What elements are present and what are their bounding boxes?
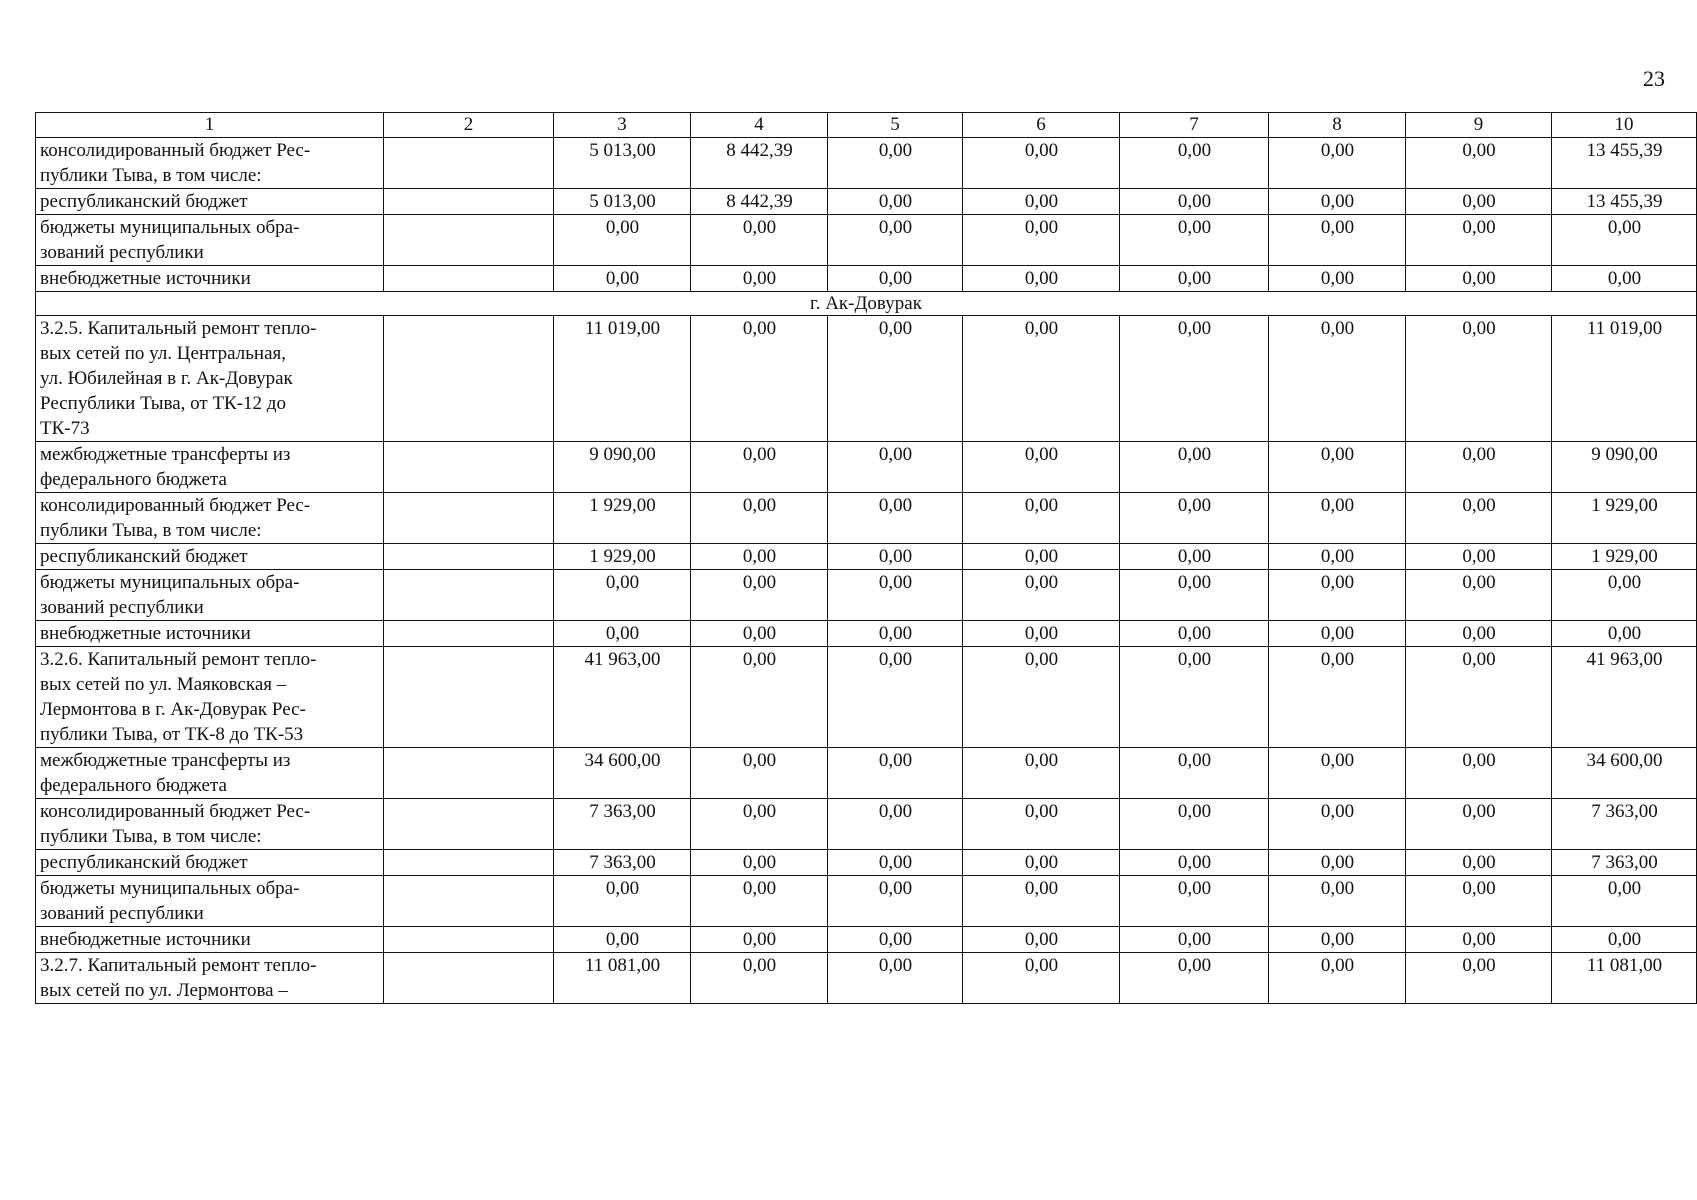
header-col-3: 3: [554, 113, 691, 138]
value-cell-col9: 0,00: [1406, 927, 1552, 953]
row-label: внебюджетные источники: [36, 266, 384, 292]
table-row: [36, 189, 1697, 215]
table-row: [36, 138, 1697, 189]
value-cell-col8: 0,00: [1269, 215, 1406, 266]
row-col2: [384, 189, 554, 215]
row-col2: [384, 799, 554, 850]
value-cell-col6: 0,00: [963, 215, 1120, 266]
row-col2: [384, 316, 554, 442]
value-cell-col10: 34 600,00: [1552, 748, 1697, 799]
value-cell-col4: 0,00: [691, 493, 828, 544]
value-cell-col5: 0,00: [828, 493, 963, 544]
value-cell-col6: 0,00: [963, 647, 1120, 748]
row-label: республиканский бюджет: [36, 189, 384, 215]
value-cell-col4: 0,00: [691, 876, 828, 927]
value-cell-col9: 0,00: [1406, 544, 1552, 570]
value-cell-col6: 0,00: [963, 876, 1120, 927]
row-label: республиканский бюджет: [36, 850, 384, 876]
table-row: [36, 266, 1697, 292]
value-cell-col3: 5 013,00: [554, 189, 691, 215]
value-cell-col6: 0,00: [963, 266, 1120, 292]
header-col-4: 4: [691, 113, 828, 138]
value-cell-col10: 7 363,00: [1552, 850, 1697, 876]
value-cell-col3: 41 963,00: [554, 647, 691, 748]
table-row: [36, 953, 1697, 1004]
value-cell-col3: 7 363,00: [554, 799, 691, 850]
table-row: [36, 850, 1697, 876]
value-cell-col8: 0,00: [1269, 953, 1406, 1004]
value-cell-col3: 0,00: [554, 215, 691, 266]
row-col2: [384, 544, 554, 570]
value-cell-col10: 13 455,39: [1552, 189, 1697, 215]
row-label: межбюджетные трансферты из федерального бюджета: [36, 442, 384, 493]
value-cell-col5: 0,00: [828, 927, 963, 953]
table-row: [36, 876, 1697, 927]
value-cell-col9: 0,00: [1406, 621, 1552, 647]
value-cell-col9: 0,00: [1406, 442, 1552, 493]
value-cell-col10: 0,00: [1552, 876, 1697, 927]
table-row: [36, 570, 1697, 621]
value-cell-col8: 0,00: [1269, 493, 1406, 544]
value-cell-col5: 0,00: [828, 876, 963, 927]
value-cell-col10: 11 019,00: [1552, 316, 1697, 442]
row-col2: [384, 266, 554, 292]
value-cell-col10: 13 455,39: [1552, 138, 1697, 189]
value-cell-col3: 0,00: [554, 927, 691, 953]
value-cell-col9: 0,00: [1406, 748, 1552, 799]
table-row: [36, 544, 1697, 570]
value-cell-col9: 0,00: [1406, 953, 1552, 1004]
value-cell-col3: 0,00: [554, 621, 691, 647]
value-cell-col4: 0,00: [691, 953, 828, 1004]
value-cell-col6: 0,00: [963, 927, 1120, 953]
value-cell-col7: 0,00: [1120, 927, 1269, 953]
value-cell-col4: 0,00: [691, 266, 828, 292]
page-number: 23: [1643, 66, 1665, 91]
value-cell-col6: 0,00: [963, 850, 1120, 876]
value-cell-col5: 0,00: [828, 442, 963, 493]
value-cell-col4: 0,00: [691, 748, 828, 799]
row-col2: [384, 570, 554, 621]
value-cell-col5: 0,00: [828, 621, 963, 647]
value-cell-col3: 34 600,00: [554, 748, 691, 799]
value-cell-col7: 0,00: [1120, 876, 1269, 927]
value-cell-col7: 0,00: [1120, 189, 1269, 215]
value-cell-col4: 8 442,39: [691, 138, 828, 189]
header-col-8: 8: [1269, 113, 1406, 138]
row-label: бюджеты муниципальных обра- зований республики: [36, 876, 384, 927]
value-cell-col4: 0,00: [691, 647, 828, 748]
value-cell-col7: 0,00: [1120, 799, 1269, 850]
value-cell-col7: 0,00: [1120, 215, 1269, 266]
value-cell-col9: 0,00: [1406, 266, 1552, 292]
value-cell-col5: 0,00: [828, 953, 963, 1004]
row-col2: [384, 876, 554, 927]
value-cell-col4: 0,00: [691, 799, 828, 850]
value-cell-col5: 0,00: [828, 138, 963, 189]
value-cell-col7: 0,00: [1120, 544, 1269, 570]
value-cell-col6: 0,00: [963, 799, 1120, 850]
row-label: 3.2.7. Капитальный ремонт тепло- вых сетей по ул. Лермонтова –: [36, 953, 384, 1004]
row-label: внебюджетные источники: [36, 927, 384, 953]
table-row: [36, 442, 1697, 493]
value-cell-col10: 1 929,00: [1552, 544, 1697, 570]
value-cell-col6: 0,00: [963, 189, 1120, 215]
value-cell-col3: 7 363,00: [554, 850, 691, 876]
value-cell-col8: 0,00: [1269, 266, 1406, 292]
row-col2: [384, 647, 554, 748]
value-cell-col6: 0,00: [963, 748, 1120, 799]
value-cell-col5: 0,00: [828, 316, 963, 442]
value-cell-col6: 0,00: [963, 570, 1120, 621]
value-cell-col6: 0,00: [963, 442, 1120, 493]
value-cell-col6: 0,00: [963, 138, 1120, 189]
value-cell-col5: 0,00: [828, 647, 963, 748]
value-cell-col4: 0,00: [691, 621, 828, 647]
header-col-2: 2: [384, 113, 554, 138]
value-cell-col8: 0,00: [1269, 621, 1406, 647]
value-cell-col7: 0,00: [1120, 316, 1269, 442]
row-col2: [384, 927, 554, 953]
row-col2: [384, 748, 554, 799]
value-cell-col5: 0,00: [828, 850, 963, 876]
row-col2: [384, 442, 554, 493]
value-cell-col4: 0,00: [691, 544, 828, 570]
value-cell-col7: 0,00: [1120, 621, 1269, 647]
table-row: [36, 621, 1697, 647]
value-cell-col9: 0,00: [1406, 850, 1552, 876]
value-cell-col8: 0,00: [1269, 748, 1406, 799]
value-cell-col8: 0,00: [1269, 570, 1406, 621]
value-cell-col10: 0,00: [1552, 266, 1697, 292]
value-cell-col5: 0,00: [828, 215, 963, 266]
table-body: [36, 138, 1697, 1004]
value-cell-col6: 0,00: [963, 544, 1120, 570]
value-cell-col9: 0,00: [1406, 493, 1552, 544]
value-cell-col8: 0,00: [1269, 647, 1406, 748]
header-row: [36, 113, 1697, 138]
value-cell-col7: 0,00: [1120, 570, 1269, 621]
table-row: [36, 927, 1697, 953]
header-col-1: 1: [36, 113, 384, 138]
value-cell-col10: 7 363,00: [1552, 799, 1697, 850]
value-cell-col3: 0,00: [554, 876, 691, 927]
value-cell-col8: 0,00: [1269, 442, 1406, 493]
value-cell-col5: 0,00: [828, 748, 963, 799]
value-cell-col5: 0,00: [828, 544, 963, 570]
value-cell-col4: 0,00: [691, 215, 828, 266]
header-col-9: 9: [1406, 113, 1552, 138]
row-col2: [384, 215, 554, 266]
row-label: консолидированный бюджет Рес- публики Тыва, в том числе:: [36, 138, 384, 189]
value-cell-col6: 0,00: [963, 493, 1120, 544]
value-cell-col8: 0,00: [1269, 850, 1406, 876]
value-cell-col9: 0,00: [1406, 647, 1552, 748]
row-label: консолидированный бюджет Рес- публики Тыва, в том числе:: [36, 493, 384, 544]
section-row: [36, 292, 1697, 316]
value-cell-col10: 0,00: [1552, 621, 1697, 647]
value-cell-col7: 0,00: [1120, 442, 1269, 493]
row-col2: [384, 953, 554, 1004]
value-cell-col5: 0,00: [828, 189, 963, 215]
value-cell-col3: 11 019,00: [554, 316, 691, 442]
value-cell-col8: 0,00: [1269, 927, 1406, 953]
value-cell-col8: 0,00: [1269, 799, 1406, 850]
header-col-7: 7: [1120, 113, 1269, 138]
row-label: 3.2.6. Капитальный ремонт тепло- вых сетей по ул. Маяковская – Лермонтова в г. Ак-Довурак Рес- публики Тыва, от ТК-8 до ТК-53: [36, 647, 384, 748]
header-col-10: 10: [1552, 113, 1697, 138]
value-cell-col4: 0,00: [691, 570, 828, 621]
value-cell-col10: 41 963,00: [1552, 647, 1697, 748]
value-cell-col9: 0,00: [1406, 799, 1552, 850]
row-col2: [384, 621, 554, 647]
value-cell-col8: 0,00: [1269, 316, 1406, 442]
value-cell-col8: 0,00: [1269, 544, 1406, 570]
value-cell-col4: 0,00: [691, 442, 828, 493]
value-cell-col10: 0,00: [1552, 215, 1697, 266]
row-col2: [384, 493, 554, 544]
table-row: [36, 748, 1697, 799]
value-cell-col4: 8 442,39: [691, 189, 828, 215]
value-cell-col3: 5 013,00: [554, 138, 691, 189]
section-title: г. Ак-Довурак: [36, 292, 1697, 316]
value-cell-col10: 0,00: [1552, 570, 1697, 621]
value-cell-col5: 0,00: [828, 266, 963, 292]
row-label: консолидированный бюджет Рес- публики Тыва, в том числе:: [36, 799, 384, 850]
value-cell-col7: 0,00: [1120, 266, 1269, 292]
row-label: бюджеты муниципальных обра- зований республики: [36, 570, 384, 621]
value-cell-col3: 1 929,00: [554, 493, 691, 544]
value-cell-col8: 0,00: [1269, 189, 1406, 215]
value-cell-col10: 11 081,00: [1552, 953, 1697, 1004]
value-cell-col6: 0,00: [963, 316, 1120, 442]
value-cell-col4: 0,00: [691, 850, 828, 876]
table-row: [36, 316, 1697, 442]
table-row: [36, 799, 1697, 850]
table-row: [36, 647, 1697, 748]
row-label: внебюджетные источники: [36, 621, 384, 647]
value-cell-col10: 9 090,00: [1552, 442, 1697, 493]
value-cell-col7: 0,00: [1120, 748, 1269, 799]
row-col2: [384, 138, 554, 189]
value-cell-col3: 1 929,00: [554, 544, 691, 570]
row-col2: [384, 850, 554, 876]
value-cell-col10: 0,00: [1552, 927, 1697, 953]
row-label: бюджеты муниципальных обра- зований республики: [36, 215, 384, 266]
row-label: 3.2.5. Капитальный ремонт тепло- вых сетей по ул. Центральная, ул. Юбилейная в г. Ак-Довурак Республики Тыва, от ТК-12 до ТК-73: [36, 316, 384, 442]
value-cell-col9: 0,00: [1406, 138, 1552, 189]
value-cell-col5: 0,00: [828, 570, 963, 621]
value-cell-col5: 0,00: [828, 799, 963, 850]
header-col-6: 6: [963, 113, 1120, 138]
header-col-5: 5: [828, 113, 963, 138]
value-cell-col6: 0,00: [963, 953, 1120, 1004]
value-cell-col3: 0,00: [554, 570, 691, 621]
table-row: [36, 493, 1697, 544]
value-cell-col6: 0,00: [963, 621, 1120, 647]
value-cell-col8: 0,00: [1269, 138, 1406, 189]
value-cell-col9: 0,00: [1406, 215, 1552, 266]
value-cell-col3: 11 081,00: [554, 953, 691, 1004]
value-cell-col9: 0,00: [1406, 189, 1552, 215]
row-label: межбюджетные трансферты из федерального бюджета: [36, 748, 384, 799]
value-cell-col9: 0,00: [1406, 876, 1552, 927]
value-cell-col4: 0,00: [691, 927, 828, 953]
value-cell-col8: 0,00: [1269, 876, 1406, 927]
table-row: [36, 215, 1697, 266]
value-cell-col7: 0,00: [1120, 953, 1269, 1004]
value-cell-col4: 0,00: [691, 316, 828, 442]
value-cell-col7: 0,00: [1120, 850, 1269, 876]
value-cell-col7: 0,00: [1120, 493, 1269, 544]
value-cell-col10: 1 929,00: [1552, 493, 1697, 544]
budget-table: [35, 112, 1697, 1004]
value-cell-col3: 0,00: [554, 266, 691, 292]
value-cell-col7: 0,00: [1120, 138, 1269, 189]
value-cell-col9: 0,00: [1406, 570, 1552, 621]
value-cell-col7: 0,00: [1120, 647, 1269, 748]
row-label: республиканский бюджет: [36, 544, 384, 570]
value-cell-col9: 0,00: [1406, 316, 1552, 442]
value-cell-col3: 9 090,00: [554, 442, 691, 493]
